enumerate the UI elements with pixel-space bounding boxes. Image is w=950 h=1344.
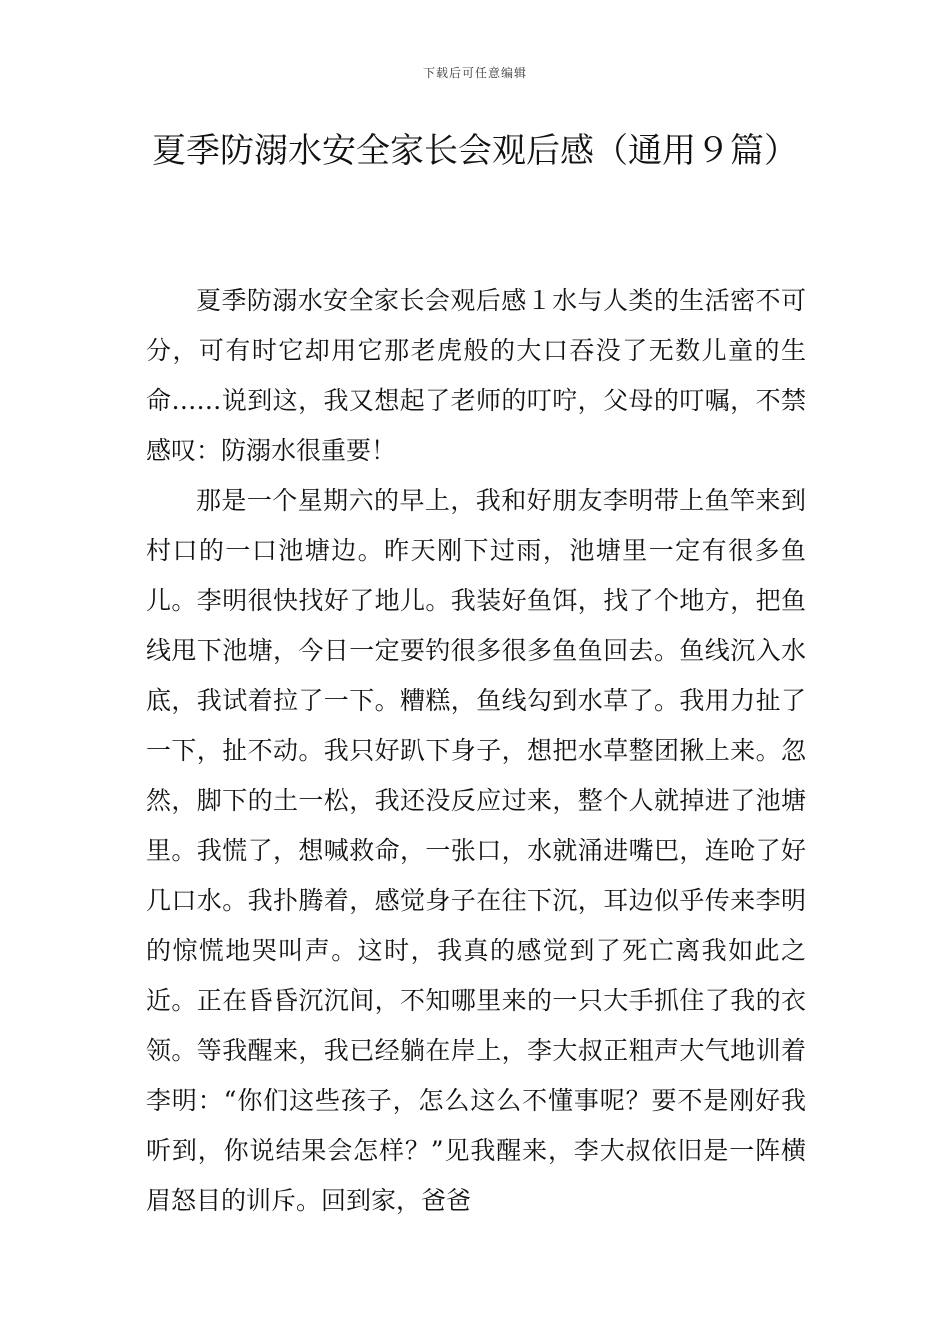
document-body [146, 276, 806, 1226]
document-title: 夏季防溺水安全家长会观后感（通用９篇） [152, 131, 798, 171]
header-note: 下载后可任意编辑 [422, 66, 527, 80]
paragraph: 夏季防溺水安全家长会观后感１水与人类的生活密不可分，可有时它却用它那老虎般的大口吞没了无数儿童的生命……说到这，我又想起了老师的叮咛，父母的叮嘱，不禁感叹：防溺水很重要！ [146, 286, 806, 465]
paragraph: 那是一个星期六的早上，我和好朋友李明带上鱼竿来到村口的一口池塘边。昨天刚下过雨，池塘里一定有很多鱼儿。李明很快找好了地儿。我装好鱼饵，找了个地方，把鱼线甩下池塘，今日一定要钓很多很多鱼鱼回去。鱼线沉入水底，我试着拉了一下。糟糕，鱼线勾到水草了。我用力扯了一下，扯不动。我只好趴下身子，想把水草整团揪上来。忽然，脚下的土一松，我还没反应过来，整个人就掉进了池塘里。我慌了，想喊救命，一张口，水就涌进嘴巴，连呛了好几口水。我扑腾着，感觉身子在往下沉，耳边似乎传来李明的惊慌地哭叫声。这时，我真的感觉到了死亡离我如此之近。正在昏昏沉沉间，不知哪里来的一只大手抓住了我的衣领。等我醒来，我已经躺在岸上，李大叔正粗声大气地训着李明：“你们这些孩子，怎么这么不懂事呢？要不是刚好我听到，你说结果会怎样？”见我醒来，李大叔依旧是一阵横眉怒目的训斥。回到家，爸爸 [146, 486, 806, 1215]
